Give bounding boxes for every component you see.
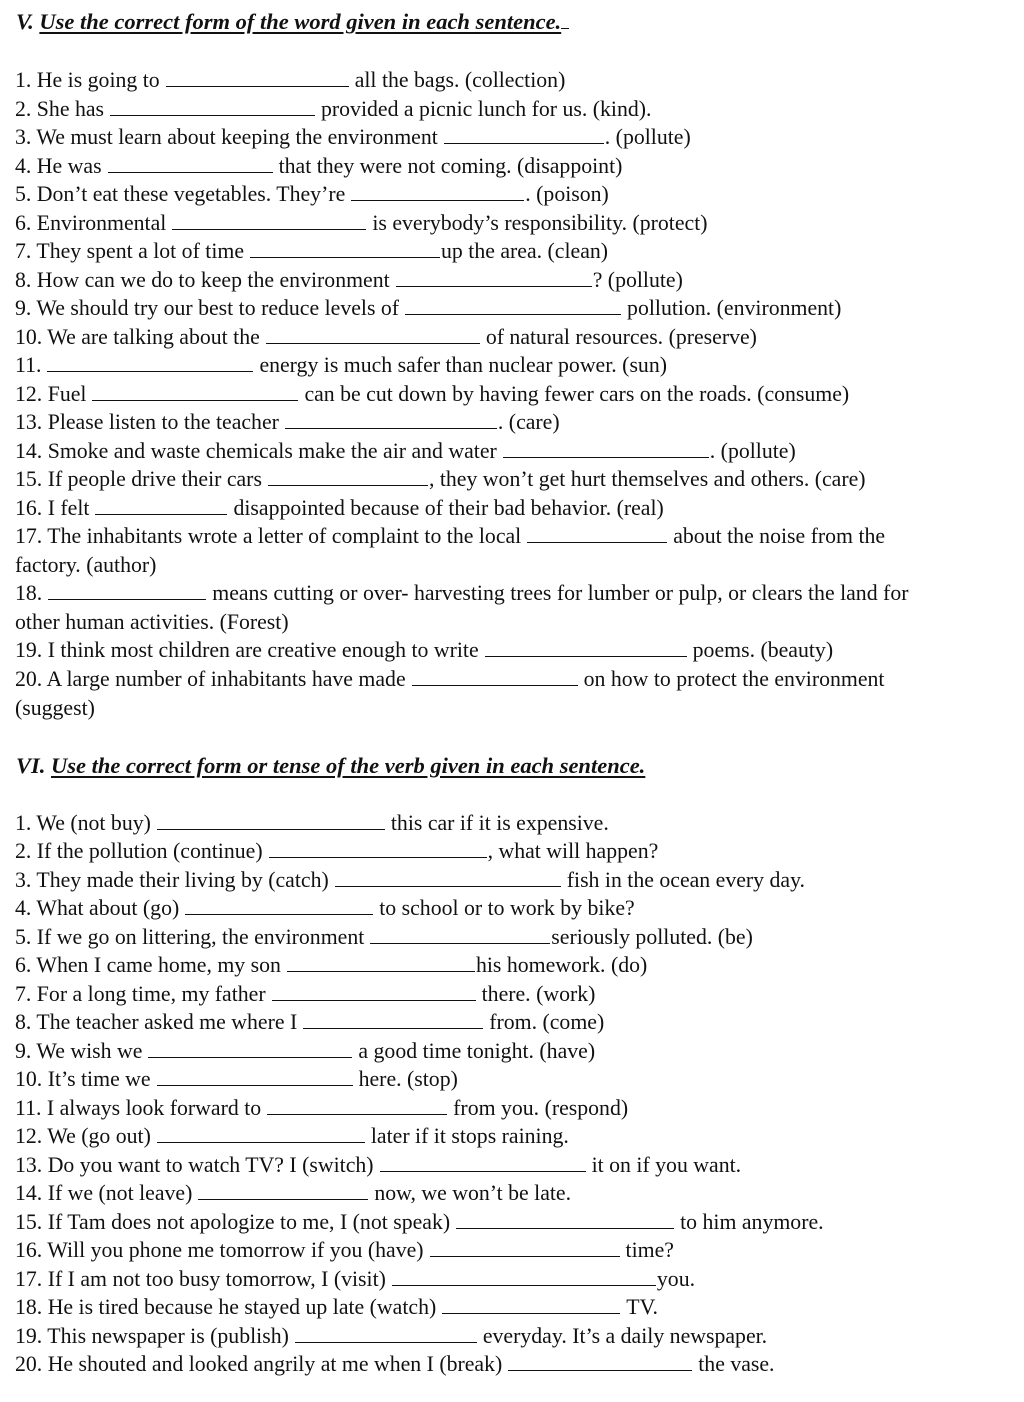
exercise-5-item-19: 19. I think most children are creative enough to write poems. (beauty) bbox=[15, 638, 834, 662]
exercise-6-item-3: 3. They made their living by (catch) fish in the ocean every day. bbox=[15, 868, 806, 892]
answer-blank[interactable] bbox=[95, 496, 227, 515]
exercise-6-item-12: 12. We (go out) later if it stops raining. bbox=[15, 1124, 569, 1148]
answer-blank[interactable] bbox=[157, 1067, 353, 1086]
exercise-6-item-1: 1. We (not buy) this car if it is expensive. bbox=[15, 811, 609, 835]
exercise-5-item-6: 6. Environmental is everybody’s responsibility. (protect) bbox=[15, 211, 708, 235]
exercise-5-item-7: 7. They spent a lot of time up the area. (clean) bbox=[15, 239, 609, 263]
exercise-5-item-16: 16. I felt disappointed because of their bad behavior. (real) bbox=[15, 496, 664, 520]
answer-blank[interactable] bbox=[335, 868, 561, 887]
exercise-6-item-8: 8. The teacher asked me where I from. (come) bbox=[15, 1010, 605, 1034]
answer-blank[interactable] bbox=[267, 1096, 447, 1115]
answer-blank[interactable] bbox=[485, 638, 687, 657]
exercise-6-item-6: 6. When I came home, my son his homework. (do) bbox=[15, 953, 648, 977]
exercise-6-item-17: 17. If I am not too busy tomorrow, I (visit) you. bbox=[15, 1267, 696, 1291]
exercise-5-item-17: 17. The inhabitants wrote a letter of complaint to the local about the noise from the bbox=[15, 524, 886, 548]
answer-blank[interactable] bbox=[185, 896, 373, 915]
answer-blank[interactable] bbox=[370, 925, 550, 944]
answer-blank[interactable] bbox=[456, 1210, 674, 1229]
exercise-5-item-18-continued: other human activities. (Forest) bbox=[15, 610, 289, 634]
answer-blank[interactable] bbox=[442, 1295, 620, 1314]
exercise-5-item-9: 9. We should try our best to reduce levels of pollution. (environment) bbox=[15, 296, 842, 320]
exercise-5-item-13: 13. Please listen to the teacher . (care) bbox=[15, 410, 560, 434]
answer-blank[interactable] bbox=[503, 439, 709, 458]
answer-blank[interactable] bbox=[351, 182, 524, 201]
section-5-heading bbox=[16, 8, 569, 36]
exercise-6-item-14: 14. If we (not leave) now, we won’t be late. bbox=[15, 1181, 572, 1205]
section-6-heading bbox=[16, 752, 645, 780]
exercise-5-item-1: 1. He is going to all the bags. (collection) bbox=[15, 68, 566, 92]
exercise-6-item-20: 20. He shouted and looked angrily at me when I (break) the vase. bbox=[15, 1352, 775, 1376]
exercise-6-item-9: 9. We wish we a good time tonight. (have) bbox=[15, 1039, 596, 1063]
section-5-number: V. bbox=[16, 9, 34, 34]
exercise-6-item-19: 19. This newspaper is (publish) everyday. It’s a daily newspaper. bbox=[15, 1324, 768, 1348]
section-6-title: Use the correct form or tense of the verb given in each sentence. bbox=[51, 753, 646, 778]
answer-blank[interactable] bbox=[287, 953, 475, 972]
exercise-6-item-15: 15. If Tam does not apologize to me, I (not speak) to him anymore. bbox=[15, 1210, 824, 1234]
exercise-5-item-14: 14. Smoke and waste chemicals make the air and water . (pollute) bbox=[15, 439, 796, 463]
exercise-6-item-11: 11. I always look forward to from you. (respond) bbox=[15, 1096, 629, 1120]
answer-blank[interactable] bbox=[47, 353, 253, 372]
exercise-6-item-5: 5. If we go on littering, the environment seriously polluted. (be) bbox=[15, 925, 753, 949]
answer-blank[interactable] bbox=[148, 1039, 352, 1058]
section-6-number: VI. bbox=[16, 753, 46, 778]
exercise-5-item-20: 20. A large number of inhabitants have made on how to protect the environment bbox=[15, 667, 885, 691]
answer-blank[interactable] bbox=[295, 1324, 477, 1343]
exercise-5-item-12: 12. Fuel can be cut down by having fewer cars on the roads. (consume) bbox=[15, 382, 850, 406]
answer-blank[interactable] bbox=[250, 239, 440, 258]
answer-blank[interactable] bbox=[444, 125, 604, 144]
answer-blank[interactable] bbox=[198, 1181, 368, 1200]
answer-blank[interactable] bbox=[396, 268, 592, 287]
answer-blank[interactable] bbox=[266, 325, 480, 344]
exercise-5-item-11: 11. energy is much safer than nuclear power. (sun) bbox=[15, 353, 667, 377]
exercise-5-item-4: 4. He was that they were not coming. (disappoint) bbox=[15, 154, 623, 178]
answer-blank[interactable] bbox=[392, 1267, 656, 1286]
answer-blank[interactable] bbox=[268, 467, 428, 486]
answer-blank[interactable] bbox=[157, 1124, 365, 1143]
answer-blank[interactable] bbox=[92, 382, 298, 401]
exercise-6-item-16: 16. Will you phone me tomorrow if you (have) time? bbox=[15, 1238, 674, 1262]
exercise-6-item-18: 18. He is tired because he stayed up late (watch) TV. bbox=[15, 1295, 658, 1319]
exercise-5-item-3: 3. We must learn about keeping the environment . (pollute) bbox=[15, 125, 691, 149]
exercise-5-item-2: 2. She has provided a picnic lunch for us. (kind). bbox=[15, 97, 652, 121]
exercise-5-item-10: 10. We are talking about the of natural resources. (preserve) bbox=[15, 325, 757, 349]
section-5-title: Use the correct form of the word given in each sentence. bbox=[39, 9, 562, 34]
answer-blank[interactable] bbox=[110, 97, 315, 116]
answer-blank[interactable] bbox=[285, 410, 497, 429]
answer-blank[interactable] bbox=[272, 982, 476, 1001]
answer-blank[interactable] bbox=[527, 524, 667, 543]
answer-blank[interactable] bbox=[48, 581, 206, 600]
exercise-5-item-8: 8. How can we do to keep the environment ? (pollute) bbox=[15, 268, 683, 292]
exercise-6-item-2: 2. If the pollution (continue) , what will happen? bbox=[15, 839, 659, 863]
exercise-6-item-13: 13. Do you want to watch TV? I (switch) it on if you want. bbox=[15, 1153, 742, 1177]
exercise-5-item-20-continued: (suggest) bbox=[15, 696, 95, 720]
answer-blank[interactable] bbox=[303, 1010, 483, 1029]
answer-blank[interactable] bbox=[172, 211, 366, 230]
answer-blank[interactable] bbox=[508, 1352, 692, 1371]
exercise-5-item-17-continued: factory. (author) bbox=[15, 553, 157, 577]
exercise-6-item-10: 10. It’s time we here. (stop) bbox=[15, 1067, 458, 1091]
answer-blank[interactable] bbox=[412, 667, 578, 686]
answer-blank[interactable] bbox=[157, 811, 385, 830]
exercise-5-item-18: 18. means cutting or over- harvesting trees for lumber or pulp, or clears the land for bbox=[15, 581, 909, 605]
exercise-5-item-15: 15. If people drive their cars , they won’t get hurt themselves and others. (care) bbox=[15, 467, 866, 491]
exercise-6-item-7: 7. For a long time, my father there. (work) bbox=[15, 982, 596, 1006]
answer-blank[interactable] bbox=[108, 154, 273, 173]
answer-blank[interactable] bbox=[405, 296, 621, 315]
answer-blank[interactable] bbox=[269, 839, 487, 858]
answer-blank[interactable] bbox=[380, 1153, 586, 1172]
answer-blank[interactable] bbox=[430, 1238, 620, 1257]
exercise-5-item-5: 5. Don’t eat these vegetables. They’re . (poison) bbox=[15, 182, 609, 206]
exercise-6-item-4: 4. What about (go) to school or to work by bike? bbox=[15, 896, 635, 920]
answer-blank[interactable] bbox=[166, 68, 349, 87]
